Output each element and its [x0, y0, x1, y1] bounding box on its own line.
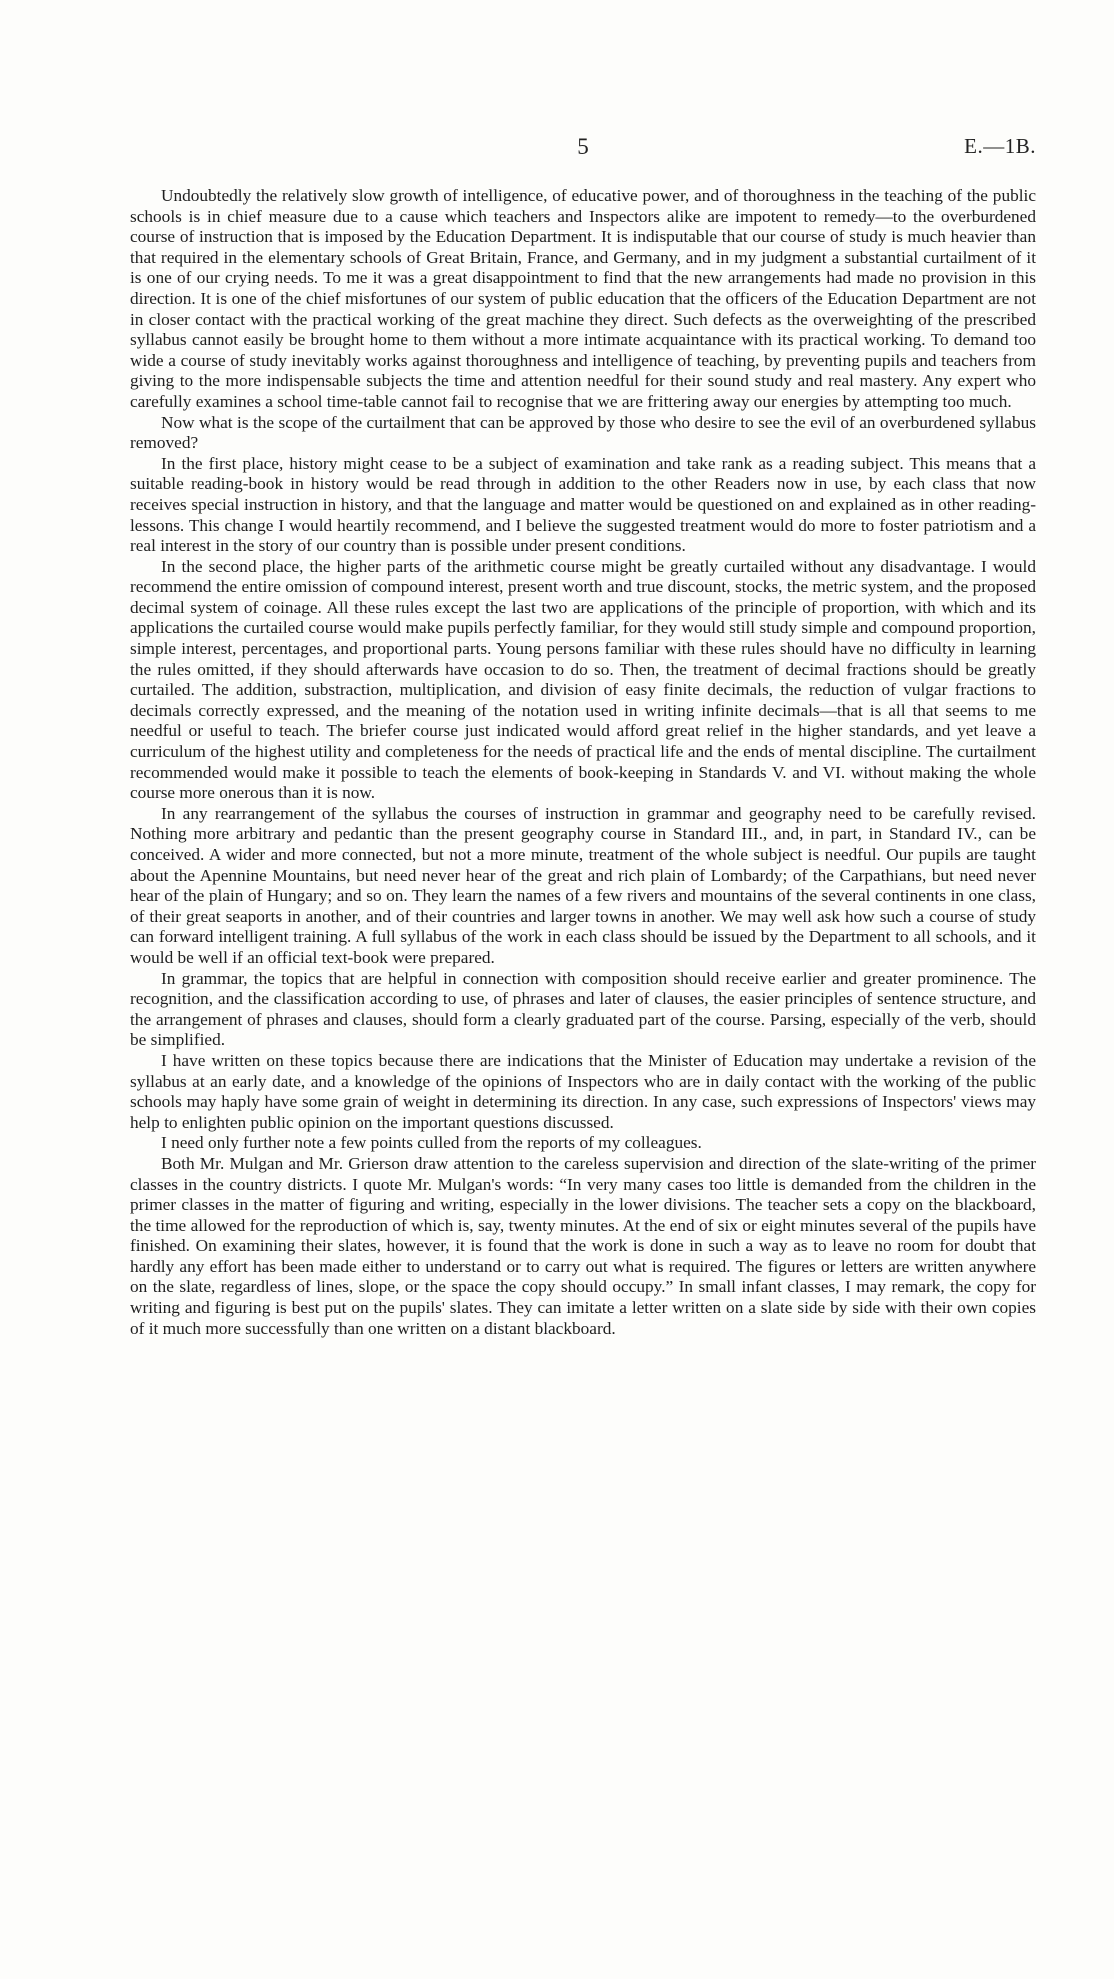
paragraph-slate-writing: Both Mr. Mulgan and Mr. Grierson draw attention to the careless supervision and direction of the slate-writing of the primer classes in the country districts. I quote Mr. Mulgan's words: “In very many cases too little is demanded from the children in the primer classes in the matter of figuring and writing, especially in the lower divisions. The teacher sets a copy on the blackboard, the time allowed for the reproduction of which is, say, twenty minutes. At the end of six or eight minutes several of the pupils have finished. On examining their slates, however, it is found that the work is done in such a way as to leave no room for doubt that hardly any effort has been made either to understand or to carry out what is required. The figures or letters are written anywhere on the slate, regardless of lines, slope, or the space the copy should occupy.” In small infant classes, I may remark, the copy for writing and figuring is best put on the pupils' slates. They can imitate a letter written on a slate side by side with their own copies of it much more successfully than one written on a distant blackboard. — [130, 1153, 1036, 1338]
document-code: E.—1B. — [964, 134, 1036, 158]
paragraph-scope-question: Now what is the scope of the curtailment that can be approved by those who desire to see the evil of an overburdened syllabus removed? — [130, 412, 1036, 453]
paragraph-syllabus-burden: Undoubtedly the relatively slow growth of intelligence, of educative power, and of thoroughness in the teaching of the public schools is in chief measure due to a cause which teachers and Inspectors alike are impotent to remedy—to the overburdened course of instruction that is imposed by the Education Department. It is indisputable that our course of study is much heavier than that required in the elementary schools of Great Britain, France, and Germany, and in my judgment a substantial curtailment of it is one of our crying needs. To me it was a great disappointment to find that the new arrangements had made no provision in this direction. It is one of the chief misfortunes of our system of public education that the officers of the Education Department are not in closer contact with the practical working of the great machine they direct. Such defects as the overweighting of the prescribed syllabus cannot easily be brought home to them without a more intimate acquaintance with its practical working. To demand too wide a course of study inevitably works against thoroughness and intelligence of teaching, by preventing pupils and teachers from giving to the more indispensable subjects the time and attention needful for their sound study and real mastery. Any expert who carefully examines a school time-table cannot fail to recognise that we are frittering away our energies by attempting too much. — [130, 186, 1036, 411]
paragraph-geography: In any rearrangement of the syllabus the courses of instruction in grammar and geography need to be carefully revised. Nothing more arbitrary and pedantic than the present geography course in Standard III., and, in part, in Standard IV., can be conceived. A wider and more connected, but not a more minute, treatment of the whole subject is needful. Our pupils are taught about the Apennine Mountains, but need never hear of the great and rich plain of Lombardy; of the Carpathians, but need never hear of the plain of Hungary; and so on. They learn the names of a few rivers and mountains of the several continents in one class, of their great seaports in another, and of their countries and larger towns in another. We may well ask how such a course of study can forward intelligent training. A full syllabus of the work in each class should be issued by the Department to all schools, and it would be well if an official text-book were prepared. — [130, 803, 1036, 967]
paragraph-grammar: In grammar, the topics that are helpful in connection with composition should receive earlier and greater prominence. The recognition, and the classification according to use, of phrases and later of clauses, the easier principles of sentence structure, and the arrangement of phrases and clauses, should form a clearly graduated part of the course. Parsing, especially of the verb, should be simplified. — [130, 968, 1036, 1050]
body-text — [130, 186, 1036, 1339]
paragraph-arithmetic: In the second place, the higher parts of the arithmetic course might be greatly curtailed without any disadvantage. I would recommend the entire omission of compound interest, present worth and true discount, stocks, the metric system, and the proposed decimal system of coinage. All these rules except the last two are applications of the principle of proportion, with which and its applications the curtailed course would make pupils perfectly familiar, for they would still study simple and compound proportion, simple interest, percentages, and proportional parts. Young persons familiar with these rules should have no difficulty in learning the rules omitted, if they should afterwards have occasion to do so. Then, the treatment of decimal fractions should be greatly curtailed. The addition, substraction, multiplication, and division of easy finite decimals, the reduction of vulgar fractions to decimals correctly expressed, and the meaning of the notation used in writing infinite decimals—that is all that seems to me needful or useful to teach. The briefer course just indicated would afford great relief in the higher standards, and yet leave a curriculum of the highest utility and completeness for the needs of practical life and the ends of mental discipline. The curtailment recommended would make it possible to teach the elements of book-keeping in Standards V. and VI. without making the whole course more onerous than it is now. — [130, 556, 1036, 803]
page-number: 5 — [577, 134, 589, 159]
paragraph-colleagues-note: I need only further note a few points culled from the reports of my colleagues. — [161, 1133, 702, 1153]
paragraph-history: In the first place, history might cease to be a subject of examination and take rank as a reading subject. This means that a suitable reading-book in history would be read through in addition to the other Readers now in use, by each class that now receives special instruction in history, and that the language and matter would be questioned on and explained as in other reading-lessons. This change I would heartily recommend, and I believe the suggested treatment would do more to foster patriotism and a real interest in the story of our country than is possible under present conditions. — [130, 453, 1036, 556]
running-head — [130, 134, 1036, 164]
paragraph-minister-revision: I have written on these topics because there are indications that the Minister of Education may undertake a revision of the syllabus at an early date, and a knowledge of the opinions of Inspectors who are in daily contact with the working of the public schools may haply have some grain of weight in determining its direction. In any case, such expressions of Inspectors' views may help to enlighten public opinion on the important questions discussed. — [130, 1050, 1036, 1132]
